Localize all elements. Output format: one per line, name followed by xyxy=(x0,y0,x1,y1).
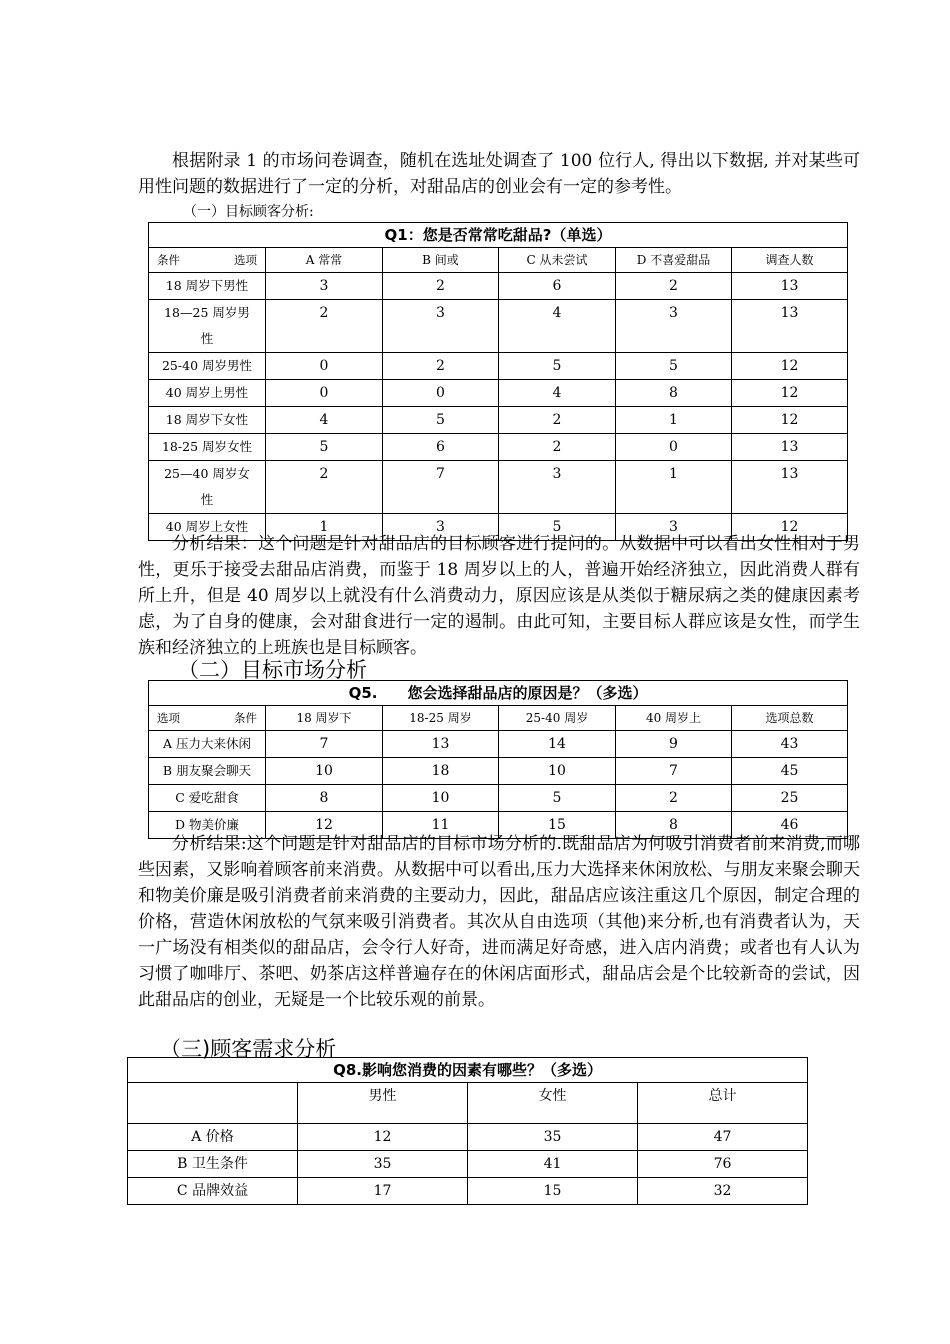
table-cell: 2 xyxy=(499,407,616,434)
table-cell: 12 xyxy=(266,812,383,839)
q5-col-header: 40 周岁上 xyxy=(616,706,732,731)
table-cell: 76 xyxy=(638,1151,808,1178)
table-row xyxy=(149,300,848,353)
q1-col-header: B 间或 xyxy=(383,248,499,273)
table-cell: 2 xyxy=(266,461,383,514)
table-cell: 3 xyxy=(383,514,499,541)
q5-col-header: 选项总数 xyxy=(732,706,848,731)
section1-heading: （一）目标顾客分析: xyxy=(183,204,314,220)
table-cell: 12 xyxy=(732,514,848,541)
row-label: 18 周岁下女性 xyxy=(149,407,266,434)
table-row xyxy=(149,407,848,434)
row-label: 18 周岁下男性 xyxy=(149,273,266,300)
q5-table xyxy=(148,680,848,839)
table-cell: 10 xyxy=(266,758,383,785)
table-cell: 9 xyxy=(616,731,732,758)
q8-col-header: 男性 xyxy=(298,1083,468,1124)
table-cell: 13 xyxy=(383,731,499,758)
table-cell: 35 xyxy=(298,1151,468,1178)
section1-analysis: 分析结果：这个问题是针对甜品店的目标顾客进行提问的。从数据中可以看出女性相对于男性，更乐于接受去甜品店消费，而鉴于 18 周岁以上的人，普遍开始经济独立，因此消费人群有所上升，但是 40 周岁以上就没有什么消费动力，原因应该是从类似于糖尿病之类的健康因素考虑，为了自身的健康，会对甜食进行一定的遏制。由此可知，主要目标人群应该是女性，而学生族和经济独立的上班族也是目标顾客。 xyxy=(138,534,860,658)
q1-col-header: C 从未尝试 xyxy=(499,248,616,273)
table-cell: 32 xyxy=(638,1178,808,1205)
table-cell: 0 xyxy=(616,434,732,461)
table-cell: 2 xyxy=(616,273,732,300)
table-cell: 46 xyxy=(732,812,848,839)
q5-col-header: 18-25 周岁 xyxy=(383,706,499,731)
table-cell: 43 xyxy=(732,731,848,758)
table-row xyxy=(149,731,848,758)
row-label: 40 周岁上男性 xyxy=(149,380,266,407)
table-cell: 1 xyxy=(266,514,383,541)
row-label: A 价格 xyxy=(128,1124,298,1151)
row-label: D 物美价廉 xyxy=(149,812,266,839)
q5-col-header: 25-40 周岁 xyxy=(499,706,616,731)
table-cell: 5 xyxy=(499,514,616,541)
q5-title: Q5. 您会选择甜品店的原因是？（多选） xyxy=(149,681,848,706)
table-cell: 18 xyxy=(383,758,499,785)
q8-header-row xyxy=(128,1083,808,1124)
table-cell: 13 xyxy=(732,434,848,461)
table-cell: 4 xyxy=(499,380,616,407)
table-cell: 12 xyxy=(732,407,848,434)
row-label: 18—25 周岁男性 xyxy=(149,300,266,353)
table-cell: 3 xyxy=(616,300,732,353)
table-cell: 7 xyxy=(266,731,383,758)
table-cell: 7 xyxy=(383,461,499,514)
table-cell: 4 xyxy=(499,300,616,353)
table-cell: 8 xyxy=(616,812,732,839)
table-cell: 13 xyxy=(732,273,848,300)
table-cell: 1 xyxy=(616,407,732,434)
table-cell: 2 xyxy=(383,273,499,300)
table-cell: 11 xyxy=(383,812,499,839)
table-row xyxy=(149,461,848,514)
table-cell: 3 xyxy=(383,300,499,353)
table-cell: 2 xyxy=(499,434,616,461)
table-cell: 13 xyxy=(732,300,848,353)
table-cell: 2 xyxy=(266,300,383,353)
table-cell: 8 xyxy=(616,380,732,407)
table-cell: 3 xyxy=(616,514,732,541)
q5-corner-left: 选项 xyxy=(157,711,180,725)
q1-col-header: A 常常 xyxy=(266,248,383,273)
table-row xyxy=(149,785,848,812)
q1-corner-right: 选项 xyxy=(234,253,257,267)
q5-col-header: 18 周岁下 xyxy=(266,706,383,731)
row-label: 25—40 周岁女性 xyxy=(149,461,266,514)
table-cell: 41 xyxy=(468,1151,638,1178)
q1-title: Q1：您是否常常吃甜品?（单选） xyxy=(149,223,848,248)
table-cell: 35 xyxy=(468,1124,638,1151)
table-row xyxy=(149,273,848,300)
table-row xyxy=(128,1124,808,1151)
row-label: A 压力大来休闲 xyxy=(149,731,266,758)
q8-col-header: 总计 xyxy=(638,1083,808,1124)
table-cell: 3 xyxy=(266,273,383,300)
row-label: C 爱吃甜食 xyxy=(149,785,266,812)
table-cell: 12 xyxy=(732,353,848,380)
table-cell: 4 xyxy=(266,407,383,434)
q1-table xyxy=(148,222,848,541)
row-label: 18-25 周岁女性 xyxy=(149,434,266,461)
q8-title: Q8.影响您消费的因素有哪些？（多选） xyxy=(128,1058,808,1083)
section3-heading: （三)顾客需求分析 xyxy=(160,1037,337,1061)
table-cell: 25 xyxy=(732,785,848,812)
row-label: B 卫生条件 xyxy=(128,1151,298,1178)
section2-heading: （二）目标市场分析 xyxy=(178,658,367,682)
table-cell: 5 xyxy=(383,407,499,434)
q1-header-row xyxy=(149,248,848,273)
table-cell: 7 xyxy=(616,758,732,785)
q5-corner-right: 条件 xyxy=(234,711,257,725)
row-label: C 品牌效益 xyxy=(128,1178,298,1205)
intro-paragraph: 根据附录 1 的市场问卷调查，随机在选址处调查了 100 位行人, 得出以下数据, 并对某些可用性问题的数据进行了一定的分析，对甜品店的创业会有一定的参考性。 xyxy=(138,151,860,197)
q1-col-header: 调查人数 xyxy=(732,248,848,273)
table-cell: 2 xyxy=(616,785,732,812)
table-row xyxy=(149,353,848,380)
section2-analysis: 分析结果:这个问题是针对甜品店的目标市场分析的.既甜品店为何吸引消费者前来消费,而哪些因素，又影响着顾客前来消费。从数据中可以看出,压力大选择来休闲放松、与朋友来聚会聊天和物美价廉是吸引消费者前来消费的主要动力，因此，甜品店应该注重这几个原因，制定合理的价格，营造休闲放松的气氛来吸引消费者。其次从自由选项（其他)来分析,也有消费者认为，天一广场没有相类似的甜品店，会令行人好奇，进而满足好奇感，进入店内消费；或者也有人认为习惯了咖啡厅、茶吧、奶茶店这样普遍存在的休闲店面形式，甜品店会是个比较新奇的尝试，因此甜品店的创业，无疑是一个比较乐观的前景。 xyxy=(138,834,860,1010)
table-cell: 3 xyxy=(499,461,616,514)
row-label: B 朋友聚会聊天 xyxy=(149,758,266,785)
table-cell: 15 xyxy=(499,812,616,839)
table-cell: 10 xyxy=(499,758,616,785)
table-cell: 5 xyxy=(499,353,616,380)
q5-header-row xyxy=(149,706,848,731)
table-row xyxy=(128,1178,808,1205)
row-label: 40 周岁上女性 xyxy=(149,514,266,541)
q1-col-header: D 不喜爱甜品 xyxy=(616,248,732,273)
q8-col-header xyxy=(128,1083,298,1124)
table-cell: 15 xyxy=(468,1178,638,1205)
row-label: 25-40 周岁男性 xyxy=(149,353,266,380)
table-row xyxy=(128,1151,808,1178)
q8-col-header: 女性 xyxy=(468,1083,638,1124)
table-cell: 17 xyxy=(298,1178,468,1205)
table-cell: 5 xyxy=(616,353,732,380)
table-cell: 5 xyxy=(499,785,616,812)
table-cell: 0 xyxy=(266,380,383,407)
table-row xyxy=(149,758,848,785)
table-cell: 5 xyxy=(266,434,383,461)
q8-table xyxy=(127,1057,808,1205)
table-cell: 47 xyxy=(638,1124,808,1151)
table-cell: 13 xyxy=(732,461,848,514)
table-cell: 10 xyxy=(383,785,499,812)
table-cell: 1 xyxy=(616,461,732,514)
table-row xyxy=(149,380,848,407)
table-cell: 14 xyxy=(499,731,616,758)
table-cell: 0 xyxy=(383,380,499,407)
table-cell: 45 xyxy=(732,758,848,785)
table-cell: 0 xyxy=(266,353,383,380)
q1-corner-left: 条件 xyxy=(157,253,180,267)
table-row xyxy=(149,434,848,461)
table-cell: 8 xyxy=(266,785,383,812)
table-cell: 12 xyxy=(298,1124,468,1151)
table-cell: 6 xyxy=(499,273,616,300)
table-cell: 12 xyxy=(732,380,848,407)
table-cell: 6 xyxy=(383,434,499,461)
table-cell: 2 xyxy=(383,353,499,380)
